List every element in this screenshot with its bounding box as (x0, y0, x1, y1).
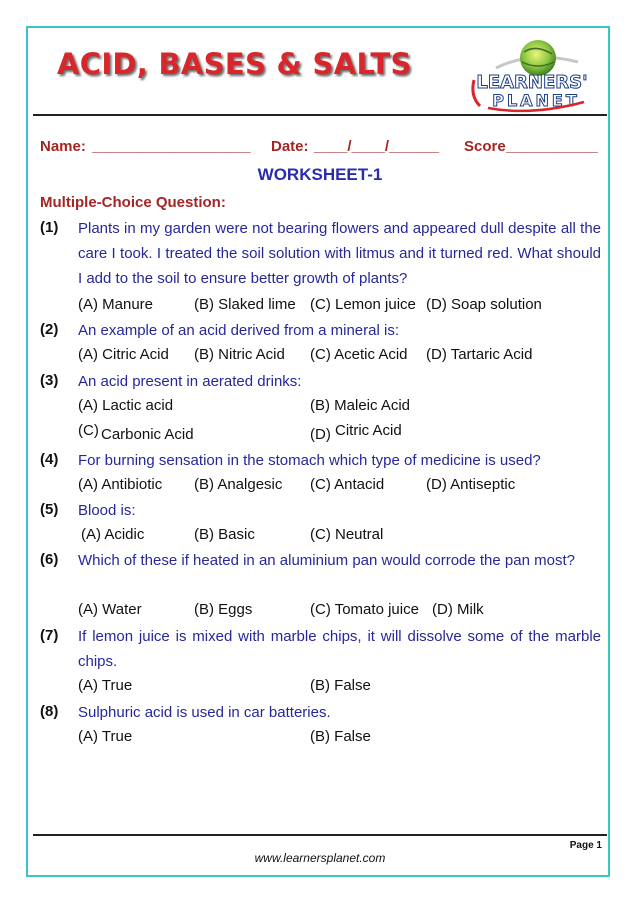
option-d: (D) Milk (432, 601, 484, 618)
option-c: (C) Neutral (310, 526, 384, 543)
question-text: Which of these if heated in an aluminium pan would corrode the pan most? (78, 552, 575, 569)
option-c: (C) Antacid (310, 476, 385, 493)
question-text: An example of an acid derived from a mineral is: (78, 322, 399, 339)
question-text: Blood is: (78, 502, 136, 519)
learners-planet-logo (466, 36, 598, 114)
question-text: For burning sensation in the stomach which type of medicine is used? (78, 452, 541, 469)
option-a: (A) Water (78, 601, 142, 618)
option-c-text: Carbonic Acid (101, 426, 194, 443)
option-c: (C) Lemon juice (310, 296, 416, 313)
question-text: Sulphuric acid is used in car batteries. (78, 704, 331, 721)
date-label: Date: (271, 138, 309, 155)
name-blank: ___________________ (92, 138, 251, 155)
option-d: (D) Tartaric Acid (426, 346, 533, 363)
date-blank: ____/____/______ (314, 138, 440, 155)
page-number: Page 1 (569, 840, 602, 851)
option-a: (A) Citric Acid (78, 346, 169, 363)
option-d-letter: (D) (310, 426, 331, 443)
score-blank: ___________ (506, 138, 598, 155)
option-a: (A) Lactic acid (78, 397, 174, 414)
footer-divider (33, 834, 607, 836)
option-c-letter: (C) (78, 422, 99, 439)
question-number: (4) (40, 451, 59, 468)
question-number: (1) (40, 219, 59, 236)
option-b: (B) Basic (194, 526, 255, 543)
question-number: (5) (40, 501, 59, 518)
option-d: (D) Antiseptic (426, 476, 516, 493)
question-number: (8) (40, 703, 59, 720)
option-b: (B) Slaked lime (194, 296, 296, 313)
option-c: (C) Tomato juice (310, 601, 419, 618)
option-a: (A) True (78, 677, 133, 694)
option-a: (A) Acidic (81, 526, 145, 543)
worksheet-title: WORKSHEET-1 (257, 165, 383, 184)
option-d-text: Citric Acid (335, 422, 402, 439)
option-b: (B) Analgesic (194, 476, 283, 493)
option-a: (A) Antibiotic (78, 476, 163, 493)
header-divider (33, 114, 607, 116)
logo-text-planet: PLANET (492, 91, 580, 110)
option-a: (A) True (78, 728, 133, 745)
question-text: If lemon juice is mixed with marble chips, it will dissolve some of the marble chips. (78, 628, 601, 670)
question-number: (3) (40, 372, 59, 389)
option-b: (B) Eggs (194, 601, 253, 618)
question-text: An acid present in aerated drinks: (78, 373, 302, 390)
option-b: (B) False (310, 728, 371, 745)
option-a: (A) Manure (78, 296, 154, 313)
option-b: (B) Nitric Acid (194, 346, 285, 363)
logo-text-learners: LEARNERS' (476, 72, 588, 93)
name-label: Name: (40, 138, 86, 155)
option-b: (B) False (310, 677, 371, 694)
section-title: Multiple-Choice Question: (40, 194, 226, 211)
question-number: (7) (40, 627, 59, 644)
question-number: (6) (40, 551, 59, 568)
page-title: ACID, BASES & SALTS (57, 47, 412, 81)
option-c: (C) Acetic Acid (310, 346, 408, 363)
option-b: (B) Maleic Acid (310, 397, 411, 414)
question-number: (2) (40, 321, 59, 338)
website-url: www.learnersplanet.com (254, 851, 386, 865)
option-d: (D) Soap solution (426, 296, 542, 313)
question-text: Plants in my garden were not bearing flowers and appeared dull despite all the care I took. I treated the soil solution with litmus and it turned red. What should I add to the soil to ensure better growth of plants? (78, 220, 601, 287)
score-label: Score (464, 138, 506, 155)
